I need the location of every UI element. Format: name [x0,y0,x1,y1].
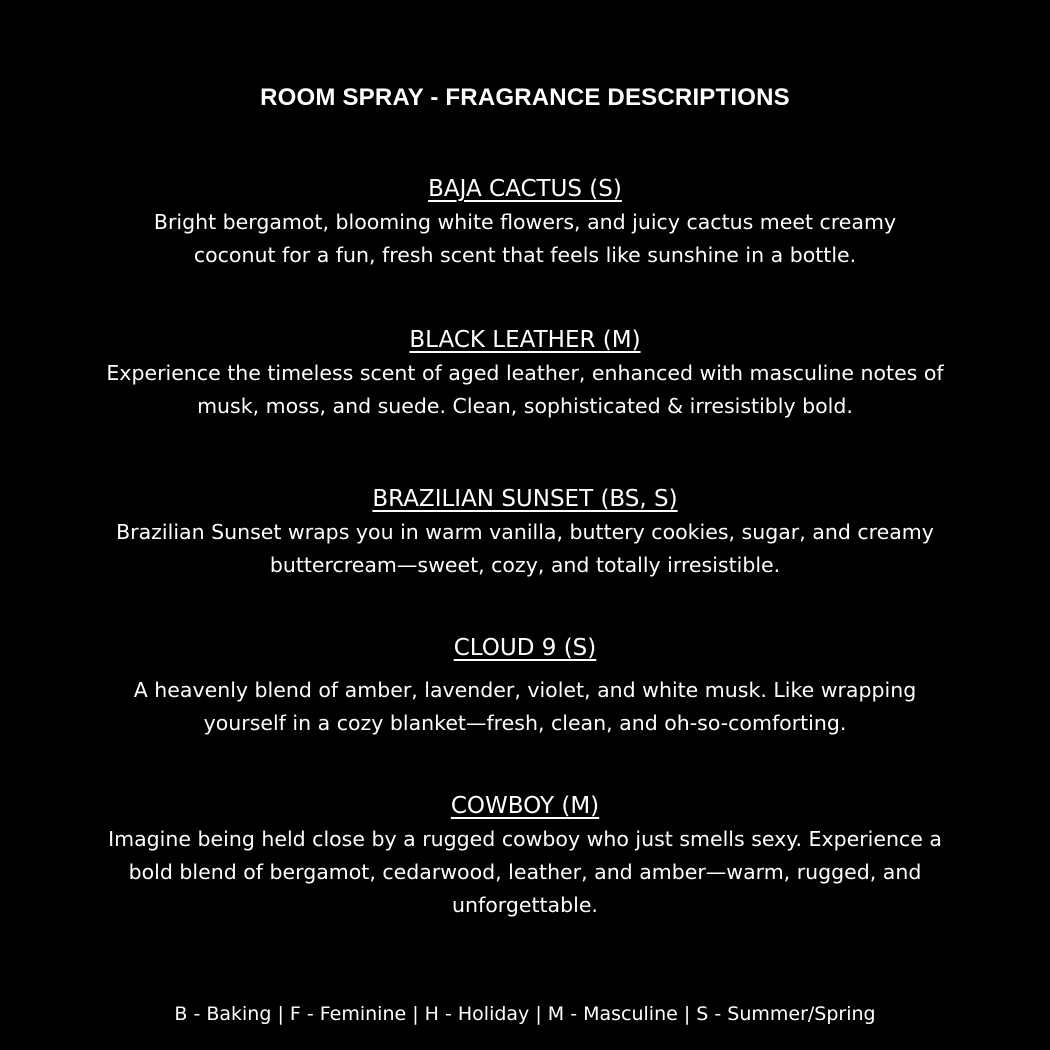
page-title: ROOM SPRAY - FRAGRANCE DESCRIPTIONS [260,84,790,111]
fragrance-description: Brazilian Sunset wraps you in warm vanilla, buttery cookies, sugar, and creamy buttercream—sweet, cozy, and totally irresistible. [116,520,934,577]
fragrance-section-baja-cactus [60,173,990,272]
fragrance-description: Imagine being held close by a rugged cowboy who just smells sexy. Experience a bold blend of bergamot, cedarwood, leather, and amber—warm, rugged, and unforgettable. [108,827,942,917]
fragrance-name: BAJA CACTUS (S) [428,176,622,202]
fragrance-name: BRAZILIAN SUNSET (BS, S) [372,486,678,512]
fragrance-description: A heavenly blend of amber, lavender, violet, and white musk. Like wrapping yourself in a cozy blanket—fresh, clean, and oh-so-comforting. [133,678,917,735]
fragrance-description: Bright bergamot, blooming white flowers, and juicy cactus meet creamy coconut for a fun, fresh scent that feels like sunshine in a bottle. [153,210,897,267]
category-legend: B - Baking | F - Feminine | H - Holiday | M - Masculine | S - Summer/Spring [174,1003,876,1025]
fragrance-section-cloud-9 [60,632,990,740]
fragrance-section-cowboy [60,790,990,922]
fragrance-section-brazilian-sunset [60,483,990,582]
fragrance-name: BLACK LEATHER (M) [409,327,641,353]
fragrance-section-black-leather [60,324,990,423]
fragrance-name: COWBOY (M) [450,793,600,819]
fragrance-name: CLOUD 9 (S) [453,635,597,661]
fragrance-description: Experience the timeless scent of aged leather, enhanced with masculine notes of musk, moss, and suede. Clean, sophisticated & irresistibly bold. [106,361,944,418]
